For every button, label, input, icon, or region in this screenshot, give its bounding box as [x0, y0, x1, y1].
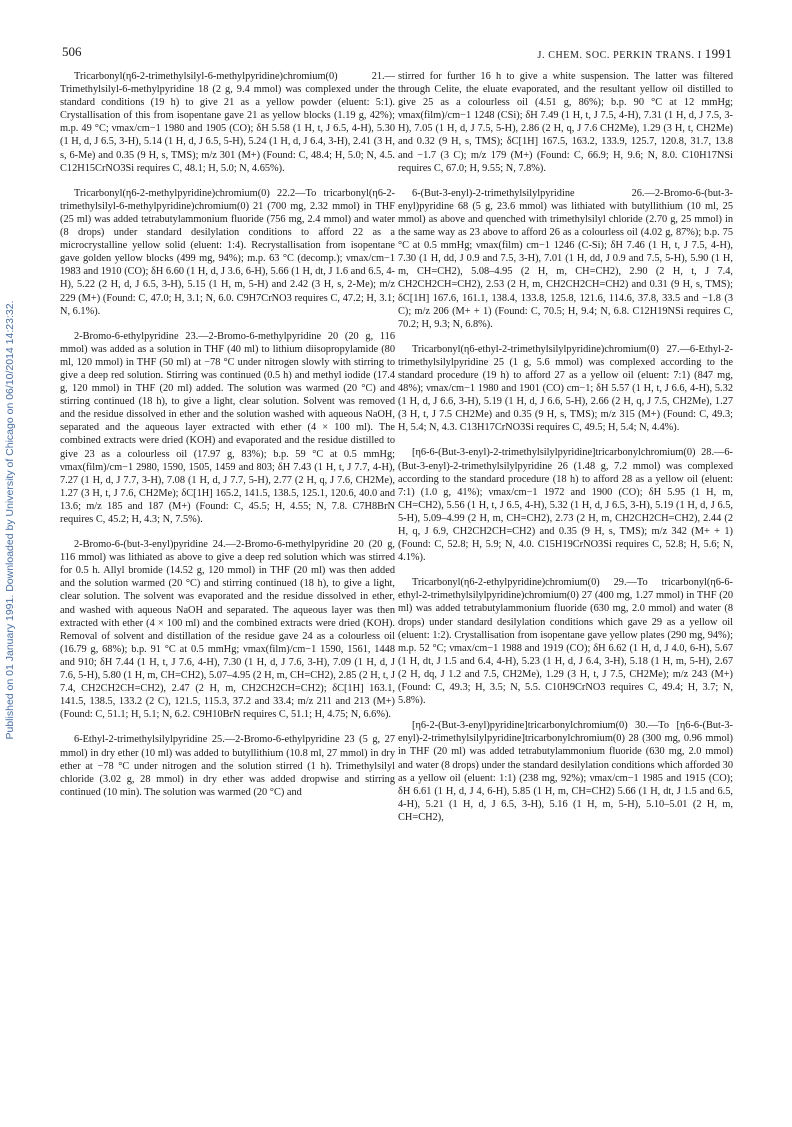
paragraph-compound-28: [η6-6-(But-3-enyl)-2-trimethylsilylpyridine]tricarbonylchromium(0) 28.—6-(But-3-enyl)-2-trimethylsilylpyridine 26 (1.48 g, 7.2 mmol) was complexed according to the standard procedure (18 h) to afford 28 as a yellow oil (eluent: 7:1) (1.0 g, 41%); νmax/cm−1 1972 and 1900 (CO); δH 5.95 (1 H, m, CH=CH2), 5.56 (1 H, t, J 6.5, 4-H), 5.32 (1 H, d, J 6.5, 3-H), 5.19 (1 H, d, J 6.5, 5-H), 5.09–4.99 (2 H, m, CH=CH2), 2.73 (2 H, m, CH2CH2CH=CH2), 2.44 (2 H, q, J 6.9, CH2CH2CH=CH2) and 0.35 (9 H, s, TMS); m/z 342 (M+ + 1) (Found: C, 52.8; H, 5.9; N, 4.0. C15H19CrNO3Si requires C, 52.8; H, 5.6; N, 4.1%). [398, 447, 733, 564]
paragraph-compound-22: Tricarbonyl(η6-2-methylpyridine)chromium(0) 22.2—To tricarbonyl(η6-2-trimethylsilyl-6-methylpyridine)chromium(0) 21 (700 mg, 2.32 mmol) in THF (25 ml) was added tetrabutylammonium fluoride (756 mg, 2.4 mmol) and water (8 drops) under standard desilylation conditions to afford 22 as a microcrystalline yellow solid (eluent: 1:4). Recrystallisation from isopentane gave golden yellow blocks (499 mg, 94%); m.p. 63 °C (decomp.); νmax/cm−1 1983 and 1910 (CO); δH 6.60 (1 H, d, J 3.6, 6-H), 5.66 (1 H, dt, J 1.6 and 6.5, 4-H), 5.22 (2 H, d, J 6.5, 3-H), 5.15 (1 H, m, 5-H) and 2.42 (3 H, s, 2-Me); m/z 229 (M+) (Found: C, 47.0; H, 3.1; N, 6.0. C9H7CrNO3 requires C, 47.2; H, 3.1; N, 6.1%). [60, 187, 395, 317]
right-column [398, 70, 733, 836]
download-watermark [0, 110, 18, 930]
paragraph-compound-25-continued: stirred for further 16 h to give a white suspension. The latter was filtered through Celite, the eluate evaporated, and the resultant yellow oil distilled to give 25 as a colourless oil (4.51 g, 86%); b.p. 90 °C at 12 mmHg; νmax(film)/cm−1 1248 (CSi); δH 7.49 (1 H, t, J 7.5, 4-H), 7.31 (1 H, d, J 7.5, 3-H), 7.05 (1 H, d, J 7.5, 5-H), 2.86 (2 H, q, J 7.6 CH2Me), 1.29 (3 H, t, CH2Me) and 0.32 (9 H, s, TMS); δC[1H] 167.5, 163.2, 133.9, 125.7, 120.8, 31.7, 13.8 and −1.7 (3 C); m/z 179 (M+) (Found: C, 66.9; H, 9.6; N, 8.0. C10H17NSi requires C, 67.0; H, 9.55; N, 7.8%). [398, 71, 733, 174]
paragraph-compound-29: Tricarbonyl(η6-2-ethylpyridine)chromium(0) 29.—To tricarbonyl(η6-6-ethyl-2-trimethylsilylpyridine)chromium(0) 27 (400 mg, 1.27 mmol) in THF (20 ml) was added tetrabutylammonium fluoride (630 mg, 2.0 mmol) and water (8 drops) under standard desilylation conditions which gave 29 as a yellow oil (eluent: 1:2). Crystallisation from isopentane gave yellow plates (290 mg, 94%); m.p. 52 °C; νmax/cm−1 1988 and 1919 (CO); δH 6.62 (1 H, d, J 4.0, 6-H), 5.67 (1 H, dt, J 1.5 and 6.4, 4-H), 5.23 (1 H, d, J 6.4, 3-H), 5.18 (1 H, m, 5-H), 2.67 (2 H, dq, J 1.2 and 7.5, CH2Me), 1.29 (3 H, t, J 7.5, CH2Me); m/z 243 (M+) (Found: C, 49.3; H, 3.5; N, 5.5. C10H9CrNO3 requires C, 49.4; H, 3.7; N, 5.8%). [398, 577, 733, 707]
download-watermark-text: Published on 01 January 1991. Downloaded by University of Chicago on 06/10/2014 14:23:32. [4, 300, 16, 740]
paragraph-compound-25: 6-Ethyl-2-trimethylsilylpyridine 25.—2-Bromo-6-ethylpyridine 23 (5 g, 27 mmol) in dry ether (10 ml) was added to butyllithium (10.8 ml, 27 mmol) in dry ether at −78 °C under nitrogen and the solution stirred (1 h). Trimethylsilyl chloride (3.02 g, 28 mmol) in dry ether was added dropwise and stirring continued (10 min). The solution was warmed (20 °C) and [60, 734, 395, 798]
paragraph-compound-23: 2-Bromo-6-ethylpyridine 23.—2-Bromo-6-methylpyridine 20 (20 g, 116 mmol) was added as a solution in THF (40 ml) to lithium diisopropylamide (80 ml, 120 mmol) in THF (50 ml) at −78 °C under nitrogen slowly with stirring to give a deep red solution. Stirring was continued (0.5 h) and methyl iodide (17.4 g, 120 mmol) in THF (20 ml) added. The solution was warmed (20 °C) and stirring continued (18 h), to give a light, clear solution. Solvent was removed and the residue dissolved in ether and the solution washed with aqueous NaOH, separated and the aqueous layer extracted with ether (4 × 100 ml). The combined extracts were dried (KOH) and evaporated and the residue distilled to give 23 as a colourless oil (17.97 g, 83%); b.p. 59 °C at 0.5 mmHg; νmax(film)/cm−1 2980, 1590, 1505, 1459 and 803; δH 7.43 (1 H, t, J 7.7, 4-H), 7.27 (1 H, d, J 7.7, 3-H), 7.08 (1 H, d, J 7.7, 5-H), 2.77 (2 H, q, J 7.6, CH2Me), 1.27 (3 H, t, J 7.6, CH2Me); δC[1H] 165.2, 141.5, 138.5, 125.1, 120.6, 40.0 and 13.6; m/z 185 and 187 (M+) (Found: C, 45.5; H, 4.55; N, 7.8. C7H8BrN requires C, 45.2; H, 4.3; N, 7.5%). [60, 330, 395, 525]
paragraph-compound-30: [η6-2-(But-3-enyl)pyridine]tricarbonylchromium(0) 30.—To [η6-6-(But-3-enyl)-2-trimethylsilylpyridine]tricarbonylchromium(0) 28 (300 mg, 0.96 mmol) in THF (20 ml) was added tetrabutylammonium fluoride (630 mg, 2.0 mmol) and water (8 drops) under the standard desilylation conditions which afforded 30 as a yellow oil (eluent: 1:1) (238 mg, 92%); νmax/cm−1 1985 and 1915 (CO); δH 6.61 (1 H, d, J 4, 6-H), 5.85 (1 H, m, CH=CH2) 5.66 (1 H, dt, J 1.5 and 6.5, 4-H), 5.21 (1 H, d, J 6.5, 3-H), 5.16 (1 H, m, 5-H), 5.10–5.01 (2 H, m, CH=CH2), [398, 720, 733, 823]
paragraph-compound-26: 6-(But-3-enyl)-2-trimethylsilylpyridine 26.—2-Bromo-6-(but-3-enyl)pyridine 68 (5 g, 23.6 mmol) was lithiated with butyllithium (10 ml, 25 mmol) as above and quenched with trimethylsilyl chloride (2.70 g, 25 mmol) in the same way as 23 above to afford 26 as a colourless oil (4.02 g, 87%); b.p. 75 °C at 0.5 mmHg; νmax(film) cm−1 1246 (C-Si); δH 7.46 (1 H, t, J 7.5, 4-H), 7.30 (1 H, dd, J 0.9 and 7.5, 3-H), 7.01 (1 H, dd, J 0.9 and 7.5, 5-H), 5.90 (1 H, m, CH=CH2), 5.08–4.95 (2 H, m, CH=CH2), 2.90 (2 H, t, J 7.4, CH2CH2CH=CH2), 2.53 (2 H, m, CH2CH2CH=CH2) and 0.31 (9 H, s, TMS); δC[1H] 167.6, 161.1, 138.4, 133.8, 125.8, 121.6, 114.6, 37.8, 33.5 and −1.8 (3 C); m/z 206 (M+ + 1) (Found: C, 70.5; H, 9.4; N, 6.8. C12H19NSi requires C, 70.2; H, 9.3; N, 6.8%). [398, 187, 733, 330]
paragraph-compound-21: Tricarbonyl(η6-2-trimethylsilyl-6-methylpyridine)chromium(0) 21.—Trimethylsilyl-6-methylpyridine 18 (2 g, 9.4 mmol) was complexed under the standard conditions (19 h) to give 21 as a yellow powder (eluent: 5:1). Crystallisation of this from isopentane gave 21 as yellow blocks (1.19 g, 42%); m.p. 49 °C; νmax/cm−1 1980 and 1905 (CO); δH 5.58 (1 H, t, J 6.5, 4-H), 5.30 (1 H, d, J 6.5, 3-H), 5.14 (1 H, d, J 6.5, 5-H), 5.24 (1 H, d, J 6.4, 3-H), 2.41 (3 H, s, 6-Me) and 0.35 (9 H, s, TMS); m/z 301 (M+) (Found: C, 48.4; H, 5.0; N, 4.5. C12H15CrNO3Si requires C, 48.1; H, 5.0; N, 4.65%). [60, 71, 395, 174]
paragraph-compound-27: Tricarbonyl(η6-ethyl-2-trimethylsilylpyridine)chromium(0) 27.—6-Ethyl-2-trimethylsilylpyridine 25 (1 g, 5.6 mmol) was complexed according to the standard procedure (19 h) to afford 27 as a yellow oil (eluent: 7:1) (847 mg, 48%); νmax/cm−1 1980 and 1901 (CO) cm−1; δH 5.57 (1 H, t, J 6.6, 4-H), 5.32 (1 H, d, J 6.6, 3-H), 5.19 (1 H, d, J 6.6, 5-H), 2.66 (2 H, q, J 7.5, CH2Me), 1.27 (3 H, t, J 7.5 CH2Me) and 0.35 (9 H, s, TMS); m/z 315 (M+) (Found: C, 49.3; H, 5.4; N, 4.3. C13H17CrNO3Si requires C, 49.5; H, 5.4; N, 4.4%). [398, 343, 733, 434]
page-number: 506 [62, 44, 82, 59]
journal-running-head [538, 46, 733, 62]
left-column [60, 70, 395, 811]
journal-name: J. CHEM. SOC. PERKIN TRANS. I [537, 50, 702, 61]
page-header [62, 44, 732, 64]
journal-year: 1991 [704, 46, 732, 61]
paragraph-compound-24: 2-Bromo-6-(but-3-enyl)pyridine 24.—2-Bromo-6-methylpyridine 20 (20 g, 116 mmol) was lithiated as above to give a deep red solution which was stirred for 0.5 h. Allyl bromide (14.52 g, 120 mmol) in THF (20 ml) was then added and the solution warmed (20 °C) and stirring continued (18 h), to give a light, clear solution. The solvent was evaporated and the residue dissolved in ether, and washed with aqueous NaOH and separated. The aqueous layer was then extracted with ether (4 × 100 ml) and the combined extracts were dried (KOH). Removal of solvent and distillation of the residue gave 24 as a colourless oil (16.79 g, 68%); b.p. 91 °C at 0.5 mmHg; νmax(film)/cm−1 1590, 1561, 1448 and 910; δH 7.44 (1 H, t, J 7.6, 4-H), 7.30 (1 H, d, J 7.6, 3-H), 7.09 (1 H, d, J 7.6, 5-H), 5.80 (1 H, m, CH=CH2), 5.07–4.95 (2 H, m, CH=CH2), 2.85 (2 H, t, J 7.4, CH2CH2CH=CH2), 2.47 (2 H, m, CH2CH2CH=CH2); δC[1H] 163.1, 141.5, 138.5, 133.2 (2 C), 121.5, 115.3, 37.2 and 33.4; m/z 211 and 213 (M+) (Found: C, 51.1; H, 5.1; N, 6.2. C9H10BrN requires C, 51.1; H, 4.75; N, 6.6%). [60, 539, 395, 721]
